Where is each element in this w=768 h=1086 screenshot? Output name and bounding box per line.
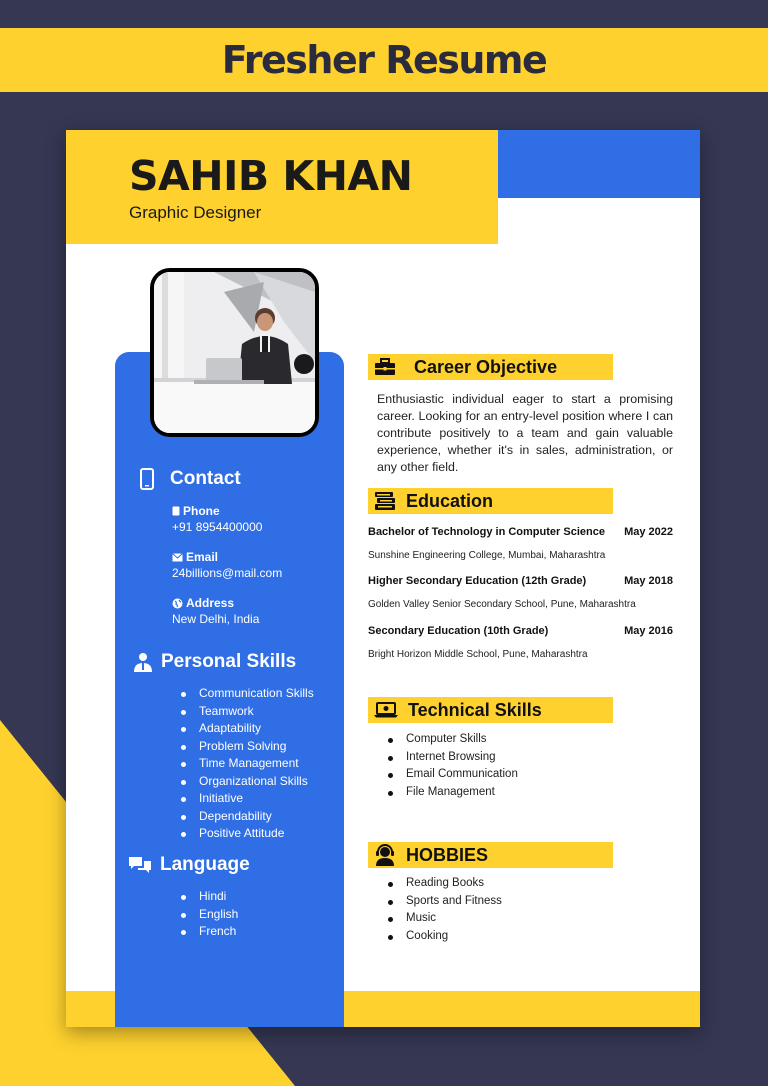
list-item: Reading Books: [386, 875, 502, 893]
list-item: Teamwork: [179, 703, 314, 721]
chat-bubbles-icon: [128, 856, 152, 874]
resume-sheet: [66, 130, 700, 1027]
list-item: Music: [386, 910, 502, 928]
address-value: New Delhi, India: [172, 612, 260, 626]
personal-skills-list: [179, 685, 314, 843]
banner-title: Fresher Resume: [221, 38, 547, 82]
list-item: Organizational Skills: [179, 773, 314, 791]
name-header: [66, 130, 498, 244]
education-institution: Sunshine Engineering College, Mumbai, Maharashtra: [368, 550, 606, 561]
list-item: French: [179, 923, 238, 941]
education-entry: [368, 625, 673, 637]
email-value: 24billions@mail.com: [172, 566, 283, 580]
education-date: May 2022: [624, 526, 673, 538]
candidate-name: SAHIB KHAN: [129, 152, 413, 200]
education-entry: [368, 575, 673, 587]
language-list: [179, 888, 238, 941]
hobbies-list: [386, 875, 502, 945]
person-icon: [133, 652, 153, 672]
career-objective-bar: [368, 354, 613, 380]
list-item: English: [179, 906, 238, 924]
career-objective-heading: Career Objective: [414, 356, 558, 377]
hobbies-heading: HOBBIES: [406, 844, 489, 865]
technical-skills-list: [386, 731, 518, 801]
list-item: Positive Attitude: [179, 825, 314, 843]
list-item: Communication Skills: [179, 685, 314, 703]
title-banner: [0, 28, 768, 92]
globe-icon: [172, 598, 183, 609]
list-item: Initiative: [179, 790, 314, 808]
list-item: Hindi: [179, 888, 238, 906]
list-item: Problem Solving: [179, 738, 314, 756]
list-item: Adaptability: [179, 720, 314, 738]
list-item: Cooking: [386, 928, 502, 946]
candidate-role: Graphic Designer: [129, 203, 262, 223]
list-item: Time Management: [179, 755, 314, 773]
education-entry: [368, 526, 673, 538]
education-date: May 2016: [624, 625, 673, 637]
education-bar: [368, 488, 613, 514]
laptop-icon: [374, 702, 398, 718]
briefcase-icon: [374, 358, 396, 376]
list-item: Computer Skills: [386, 731, 518, 749]
education-degree: Secondary Education (10th Grade): [368, 625, 549, 637]
contact-email: Email 24billions@mail.com: [172, 550, 283, 580]
personal-skills-heading: Personal Skills: [133, 651, 296, 673]
career-objective-text: Enthusiastic individual eager to start a promising career. Looking for an entry-level position where I can contribute positively to a team and gain valuable experience, whether it's in sales, administration, or any other field.: [377, 392, 673, 474]
education-degree: Higher Secondary Education (12th Grade): [368, 575, 587, 587]
phone-icon: [140, 468, 154, 490]
education-degree: Bachelor of Technology in Computer Science: [368, 526, 605, 538]
technical-skills-heading: Technical Skills: [408, 699, 542, 720]
phone-value: +91 8954400000: [172, 520, 263, 534]
list-item: File Management: [386, 784, 518, 802]
books-icon: [374, 491, 396, 511]
contact-address: Address New Delhi, India: [172, 596, 260, 626]
headset-person-icon: [374, 844, 396, 866]
language-heading: Language: [128, 854, 250, 876]
list-item: Dependability: [179, 808, 314, 826]
contact-phone: Phone +91 8954400000: [172, 504, 263, 534]
list-item: Internet Browsing: [386, 749, 518, 767]
mail-icon: [172, 553, 183, 562]
list-item: Sports and Fitness: [386, 893, 502, 911]
list-item: Email Communication: [386, 766, 518, 784]
blue-corner-block: [498, 130, 700, 198]
contact-heading: Contact: [140, 468, 241, 490]
profile-photo: [150, 268, 319, 437]
education-institution: Golden Valley Senior Secondary School, Pune, Maharashtra: [368, 599, 636, 610]
phone-icon: [172, 506, 180, 516]
education-heading: Education: [406, 490, 494, 511]
technical-skills-bar: [368, 697, 613, 723]
hobbies-bar: [368, 842, 613, 868]
education-date: May 2018: [624, 575, 673, 587]
education-institution: Bright Horizon Middle School, Pune, Maharashtra: [368, 649, 588, 660]
